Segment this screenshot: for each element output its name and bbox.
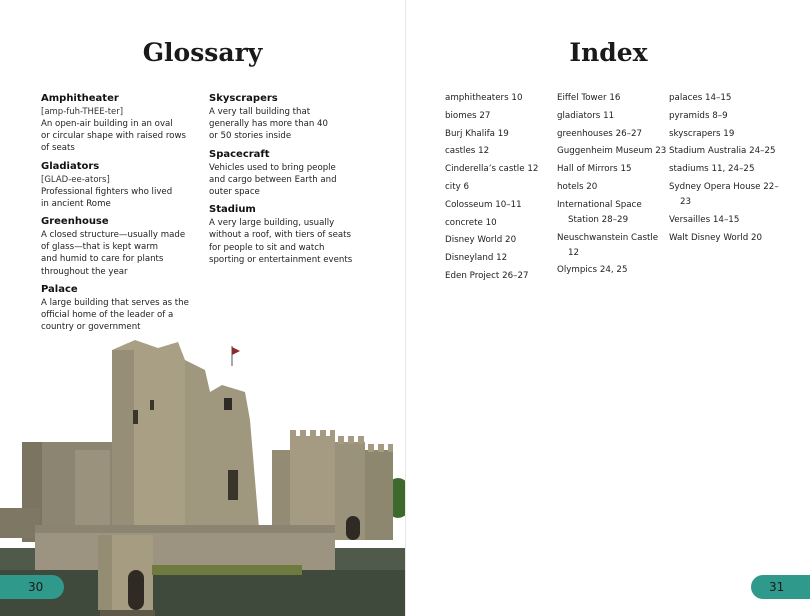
- glossary-definition-line: outer space: [209, 187, 260, 198]
- glossary-entry: [209, 92, 359, 143]
- index-entry: Eiffel Tower 16: [557, 93, 621, 103]
- glossary-definition-line: or 50 stories inside: [209, 131, 292, 142]
- index-entry: Eden Project 26–27: [445, 270, 529, 281]
- index-entry: Olympics 24, 25: [557, 265, 628, 276]
- glossary-pronunciation: [amp-fuh-THEE-ter]: [41, 107, 124, 117]
- glossary-definition-line: of seats: [41, 143, 75, 154]
- glossary-entry: [209, 148, 359, 199]
- glossary-definition-line: A large building that serves as the: [41, 297, 189, 308]
- glossary-term: Gladiators: [41, 160, 100, 172]
- glossary-term: Stadium: [209, 204, 256, 216]
- index-entry: palaces 14–15: [669, 93, 732, 103]
- castle-photo: [0, 330, 405, 616]
- index-entry: pyramids 8–9: [669, 110, 728, 121]
- glossary-entry: [41, 92, 201, 155]
- index-entry: biomes 27: [445, 110, 491, 121]
- index-entry: Neuschwanstein Castle 12: [557, 232, 659, 258]
- glossary-column-2: [209, 92, 359, 271]
- index-entry: Walt Disney World 20: [669, 232, 763, 243]
- glossary-entry: [209, 203, 359, 266]
- glossary-definition-line: country or government: [41, 322, 141, 333]
- glossary-definition-line: without a roof, with tiers of seats: [209, 230, 352, 241]
- glossary-definition-line: An open-air building in an oval: [41, 119, 173, 129]
- glossary-entry: [41, 160, 201, 210]
- index-entry: Versailles 14–15: [669, 214, 740, 225]
- index-entry: International Space Station 28–29: [557, 199, 642, 225]
- index-column-2: [557, 91, 667, 281]
- glossary-term: Spacecraft: [209, 148, 270, 160]
- index-column-3: [669, 91, 779, 248]
- index-entry: Colosseum 10–11: [445, 199, 522, 210]
- glossary-definition-line: A very tall building that: [209, 107, 311, 117]
- index-entry: greenhouses 26–27: [557, 128, 643, 139]
- index-entry: skyscrapers 19: [669, 128, 735, 139]
- glossary-definition-line: A closed structure—usually made: [41, 230, 186, 241]
- glossary-definition-line: A very large building, usually: [209, 218, 335, 229]
- glossary-title: Glossary: [142, 38, 263, 67]
- glossary-definition-line: sporting or entertainment events: [209, 254, 353, 265]
- glossary-entry: [41, 283, 201, 334]
- index-entry: concrete 10: [445, 217, 497, 228]
- index-entry: Disney World 20: [445, 235, 517, 246]
- page-number-right: 31: [751, 575, 810, 599]
- glossary-definition-line: or circular shape with raised rows: [41, 131, 186, 142]
- glossary-definition-line: and cargo between Earth and: [209, 174, 337, 185]
- index-column-1: [445, 91, 553, 287]
- glossary-definition-line: for people to sit and watch: [209, 242, 325, 253]
- index-entry: castles 12: [445, 146, 490, 157]
- index-entry: Stadium Australia 24–25: [669, 146, 776, 157]
- page-number-left: 30: [0, 575, 64, 599]
- glossary-term: Amphitheater: [41, 93, 119, 104]
- index-entry: Cinderella’s castle 12: [445, 164, 539, 175]
- glossary-term: Skyscrapers: [209, 93, 278, 104]
- glossary-term: Palace: [41, 283, 78, 295]
- glossary-definition-line: official home of the leader of a: [41, 310, 174, 321]
- glossary-column-1: [41, 92, 201, 338]
- index-entry: hotels 20: [557, 181, 598, 192]
- glossary-term: Greenhouse: [41, 216, 109, 228]
- index-entry: Hall of Mirrors 15: [557, 164, 632, 175]
- glossary-definition-line: generally has more than 40: [209, 119, 328, 130]
- index-entry: gladiators 11: [557, 110, 615, 121]
- index-entry: Burj Khalifa 19: [445, 128, 509, 139]
- index-entry: stadiums 11, 24–25: [669, 164, 755, 175]
- index-entry: Guggenheim Museum 23: [557, 146, 667, 157]
- glossary-definition-line: and humid to care for plants: [41, 254, 164, 265]
- glossary-definition-line: throughout the year: [41, 266, 128, 277]
- index-title: Index: [569, 38, 648, 67]
- index-entry: Disneyland 12: [445, 253, 508, 264]
- glossary-pronunciation: [GLAD-ee-ators]: [41, 174, 110, 185]
- glossary-definition-line: in ancient Rome: [41, 198, 111, 209]
- index-entry: city 6: [445, 181, 470, 192]
- glossary-definition-line: Professional fighters who lived: [41, 186, 173, 197]
- glossary-definition-line: of glass—that is kept warm: [41, 242, 159, 253]
- glossary-definition-line: Vehicles used to bring people: [209, 162, 336, 173]
- index-entry: amphitheaters 10: [445, 93, 523, 103]
- glossary-entry: [41, 215, 201, 278]
- index-entry: Sydney Opera House 22–23: [669, 181, 779, 207]
